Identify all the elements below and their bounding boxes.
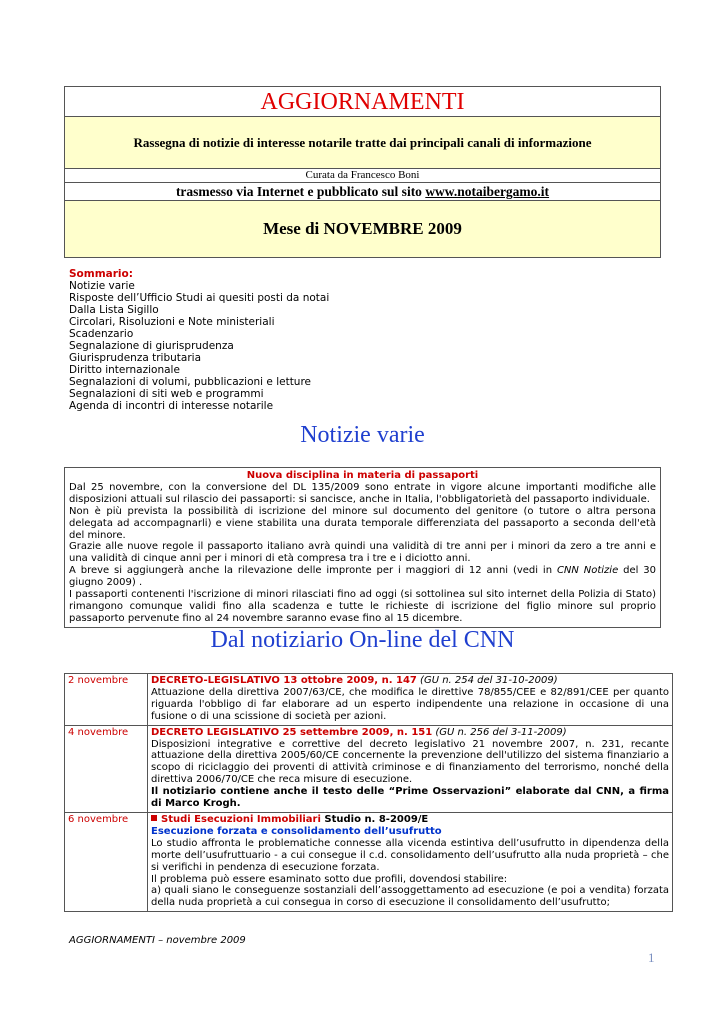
summary-item[interactable]: Scadenzario [69, 328, 134, 340]
summary-item[interactable]: Giurisprudenza tributaria [69, 352, 202, 364]
summary-item[interactable]: Agenda di incontri di interesse notarile [69, 400, 274, 412]
news-text: Il problema può essere esaminato sotto due profili, dovendosi stabilire: [151, 873, 508, 885]
table-row [65, 674, 673, 726]
summary-item[interactable]: Notizie varie [69, 280, 135, 292]
news-date: 6 novembre [65, 812, 148, 911]
month-line: Mese di NOVEMBRE 2009 [65, 201, 660, 257]
news-date: 4 novembre [65, 725, 148, 812]
summary-item[interactable]: Risposte dell’Ufficio Studi ai quesiti posti da notai [69, 292, 330, 304]
passport-paragraph: Dal 25 novembre, con la conversione del DL 135/2009 sono entrate in vigore alcune importanti modifiche alle disposizioni attuali sul rilascio dei passaporti: si sancisce, anche in Italia, l'obbligatorietà del passaporto individuale. [69, 481, 656, 505]
table-row [65, 812, 673, 911]
summary-item[interactable]: Diritto internazionale [69, 364, 180, 376]
passport-text: A breve si aggiungerà anche la rilevazione delle impronte per i maggiori di 12 anni (vedi in [69, 565, 557, 577]
news-note: Il notiziario contiene anche il testo delle “Prime Osservazioni” elaborate dal CNN, a firma di Marco Krogh. [151, 786, 669, 810]
news-subtitle: Esecuzione forzata e consolidamento dell’usufrutto [151, 825, 442, 837]
summary-item[interactable]: Circolari, Risoluzioni e Note ministeriali [69, 316, 275, 328]
transmission-line [65, 183, 660, 201]
curator-line: Curata da Francesco Boni [65, 169, 660, 183]
passport-paragraph: I passaporti contenenti l'iscrizione di minori rilasciati fino ad oggi (si sottolinea sul sito internet della Polizia di Stato) rimangono comunque validi fino alla scadenza e tutte le richieste di iscrizione del figlio minore sul proprio passaporto pervenute fino al 24 novembre saranno evase fino al 15 dicembre. [69, 589, 656, 624]
summary-title: Sommario: [69, 268, 133, 280]
section-heading-notizie: Notizie varie [300, 422, 425, 448]
document-title: AGGIORNAMENTI [65, 87, 660, 117]
summary-item[interactable]: Segnalazioni di volumi, pubblicazioni e letture [69, 376, 312, 388]
header-box [64, 86, 661, 258]
news-reference: (GU n. 256 del 3-11-2009) [435, 726, 567, 738]
passport-text: del 30 giugno 2009) . [69, 565, 656, 589]
transmission-text: trasmesso via Internet e pubblicato sul sito [175, 184, 426, 199]
news-body [148, 725, 673, 812]
news-body [148, 812, 673, 911]
news-headline: DECRETO LEGISLATIVO 25 settembre 2009, n. 151 [151, 726, 433, 738]
news-text: Attuazione della direttiva 2007/63/CE, che modifica le direttive 78/855/CEE e 82/891/CEE per quanto riguarda l'obbligo di far elaborare ad un esperto indipendente una relazione in occasione di una fusione o di una scissione di società per azioni. [151, 686, 669, 722]
table-row [65, 725, 673, 812]
site-link[interactable]: www.notaibergamo.it [425, 184, 550, 199]
passport-news-title: Nuova disciplina in materia di passaporti [246, 470, 479, 481]
news-reference: (GU n. 254 del 31-10-2009) [420, 675, 558, 686]
summary-item[interactable]: Segnalazioni di siti web e programmi [69, 388, 264, 400]
passport-news-box [64, 467, 661, 628]
news-body [148, 674, 673, 726]
summary-item[interactable]: Dalla Lista Sigillo [69, 304, 159, 316]
news-headline: Studi Esecuzioni Immobiliari [161, 813, 321, 825]
news-text: a) quali siano le conseguenze sostanziali dell’assoggettamento ad esecuzione (e poi a vendita) forzata della nuda proprietà a cui consegua in corso di esecuzione il consolidamento dell’usufrutto; [151, 885, 669, 909]
document-subtitle: Rassegna di notizie di interesse notarile tratte dai principali canali di informazione [65, 117, 660, 169]
news-table [64, 673, 673, 912]
passport-citation: CNN Notizie [556, 565, 619, 577]
news-headline: DECRETO-LEGISLATIVO 13 ottobre 2009, n. 147 [151, 675, 417, 686]
summary-item[interactable]: Segnalazione di giurisprudenza [69, 340, 234, 352]
summary [69, 268, 329, 412]
page-number: 1 [648, 950, 655, 965]
news-study-number: Studio n. 8-2009/E [320, 813, 429, 825]
page-footer: AGGIORNAMENTI – novembre 2009 [69, 935, 246, 946]
news-text: Lo studio affronta le problematiche connesse alla vicenda estintiva dell’usufrutto in dipendenza della morte dell’usufruttuario - a cui consegue il c.d. consolidamento dell’usufrutto alla nuda proprietà – che si verifichi in pendenza di esecuzione forzata. [151, 837, 669, 873]
passport-paragraph [69, 565, 656, 589]
section-heading-cnn: Dal notiziario On-line del CNN [210, 627, 515, 653]
square-bullet-icon [151, 815, 157, 821]
passport-paragraph: Non è più prevista la possibilità di iscrizione del minore sul documento del genitore (o tutore o altra persona delegata ad accompagnarli) e viene stabilita una durata temporale differenziata del passaporto a seconda dell'età del minore. [69, 505, 656, 541]
news-text: Disposizioni integrative e correttive del decreto legislativo 21 novembre 2007, n. 231, recante attuazione della direttiva 2005/60/CE concernente la prevenzione dell'utilizzo del sistema finanziario a scopo di riciclaggio dei proventi di attività criminose e di finanziamento del terrorismo, nonché della direttiva 2006/70/CE che reca misure di esecuzione. [151, 738, 669, 786]
news-date: 2 novembre [65, 674, 148, 726]
passport-paragraph: Grazie alle nuove regole il passaporto italiano avrà quindi una validità di tre anni per i minori da zero a tre anni e una validità di cinque anni per i minori di età compresa tra i tre e i diciotto anni. [69, 541, 656, 565]
